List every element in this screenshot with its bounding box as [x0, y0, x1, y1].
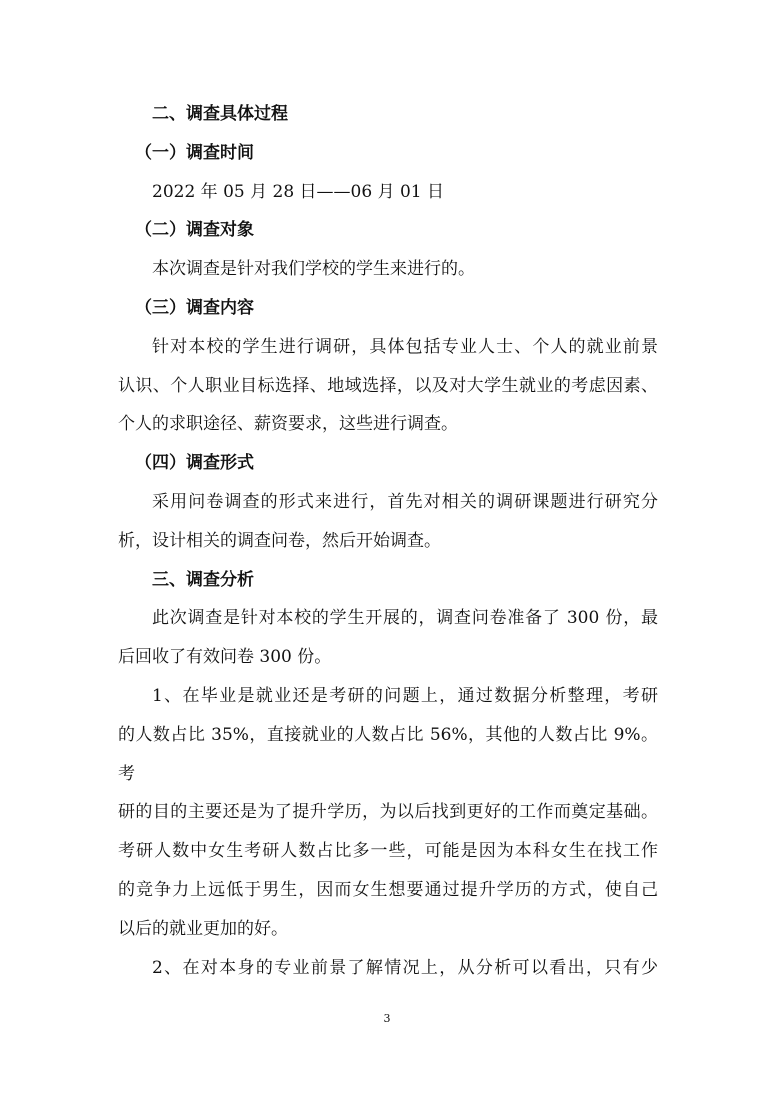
section-heading-2: 二、调查具体过程	[152, 104, 288, 124]
section-heading-3: 三、调查分析	[152, 569, 254, 590]
subheading-survey-subject: （二）调查对象	[135, 220, 254, 241]
subheading-survey-content: （三）调查内容	[135, 297, 254, 318]
body-line: 1、在毕业是就业还是考研的问题上，通过数据分析整理，考研	[152, 685, 658, 706]
body-line: 析，设计相关的调查问卷，然后开始调查。	[118, 530, 441, 551]
body-line: 后回收了有效问卷 300 份。	[118, 647, 332, 668]
page-body	[118, 95, 658, 987]
body-line: 的竞争力上远低于男生，因而女生想要通过提升学历的方式，使自己	[118, 879, 658, 900]
body-line: 以后的就业更加的好。	[118, 918, 288, 939]
body-line: 个人的求职途径、薪资要求，这些进行调查。	[118, 414, 458, 435]
survey-subject-text: 本次调查是针对我们学校的学生来进行的。	[152, 259, 475, 280]
body-line: 的人数占比 35%，直接就业的人数占比 56%，其他的人数占比 9%。考	[118, 724, 658, 784]
body-line: 针对本校的学生进行调研，具体包括专业人士、个人的就业前景	[152, 336, 658, 357]
survey-time-text: 2022 年 05 月 28 日——06 月 01 日	[152, 181, 445, 202]
body-line: 2、在对本身的专业前景了解情况上，从分析可以看出，只有少	[152, 957, 658, 978]
body-line: 认识、个人职业目标选择、地域选择，以及对大学生就业的考虑因素、	[118, 375, 658, 396]
body-line: 考研人数中女生考研人数占比多一些，可能是因为本科女生在找工作	[118, 841, 658, 862]
body-line: 采用问卷调查的形式来进行，首先对相关的调研课题进行研究分	[152, 491, 658, 512]
page-number: 3	[383, 1012, 391, 1025]
subheading-survey-form: （四）调查形式	[135, 453, 254, 474]
subheading-survey-time: （一）调查时间	[135, 142, 254, 163]
body-line: 研的目的主要还是为了提升学历，为以后找到更好的工作而奠定基础。	[118, 802, 658, 823]
body-line: 此次调查是针对本校的学生开展的，调查问卷准备了 300 份，最	[152, 608, 658, 629]
